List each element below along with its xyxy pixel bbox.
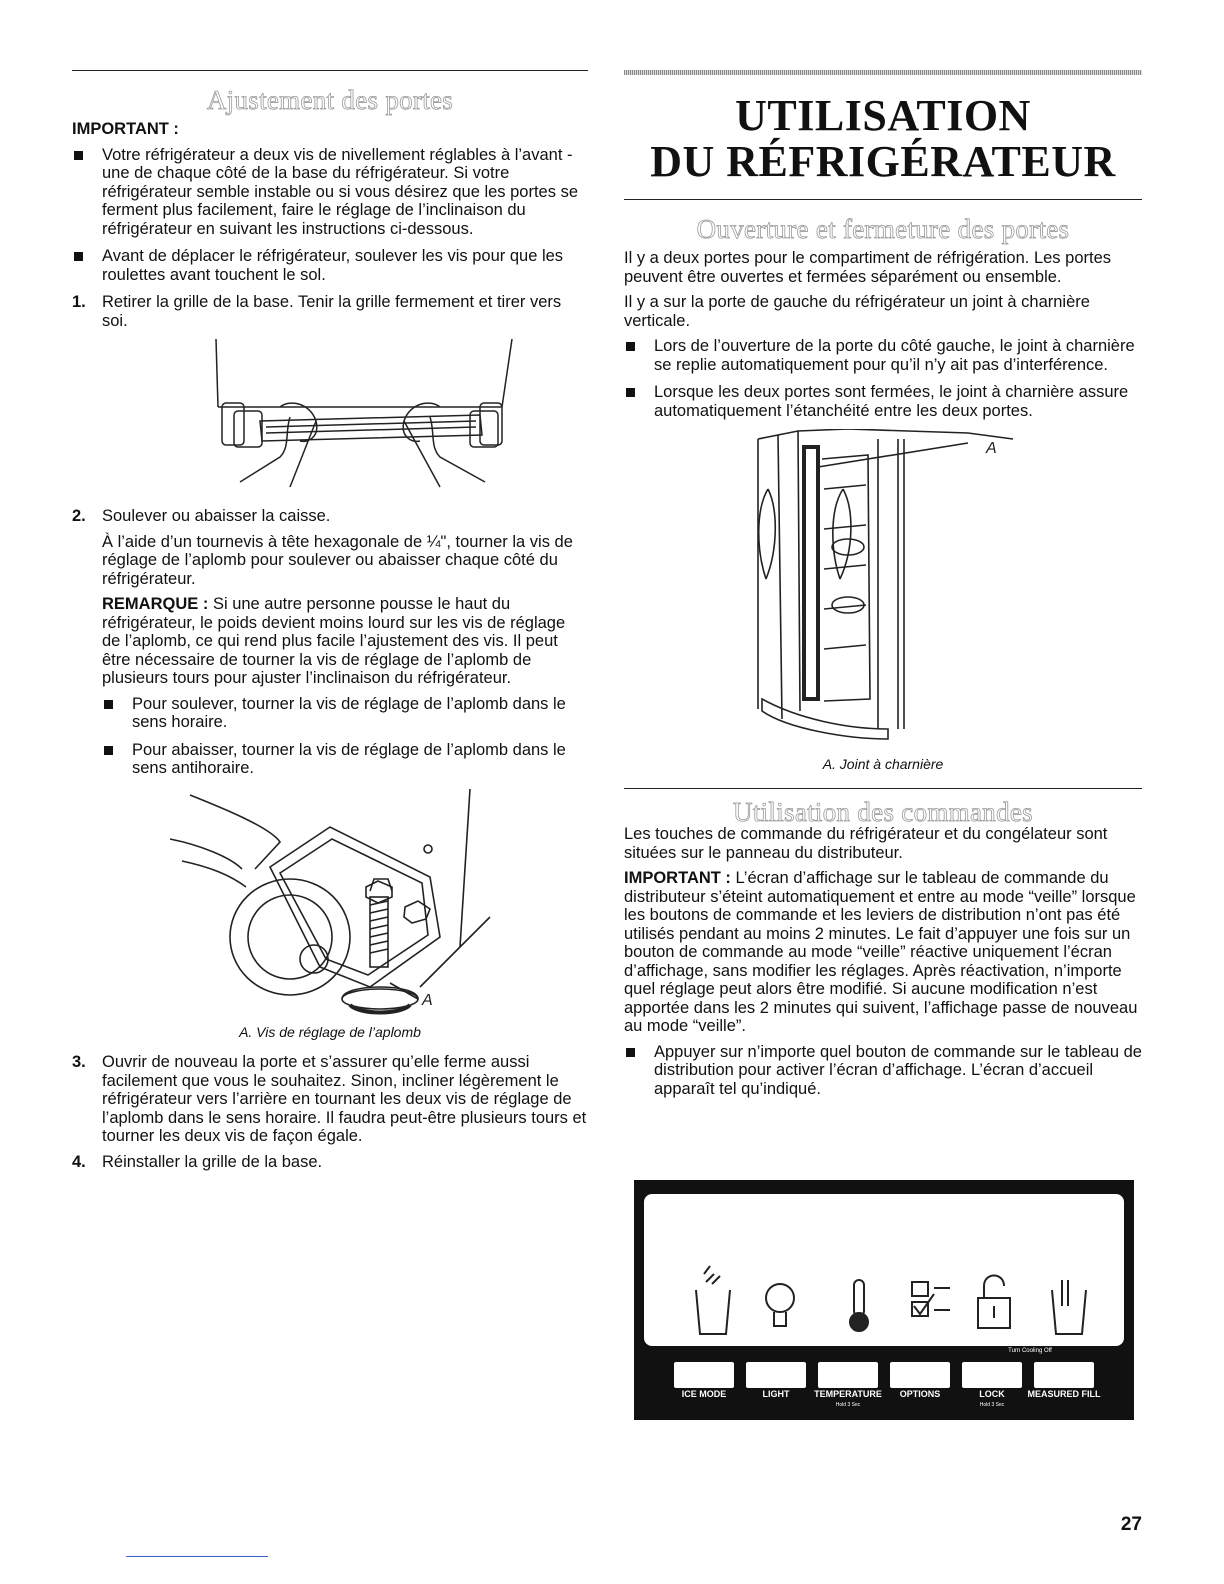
important-list [72,146,588,285]
options-label: OPTIONS [899,1389,941,1399]
base-grille-illustration [140,337,520,507]
light-bulb-icon [766,1284,794,1326]
hinge-list [624,337,1142,420]
step-2-list [72,695,588,778]
remarque-label: REMARQUE : [102,595,209,613]
temperature-label: TEMPERATURE Hold 3 Sec [814,1389,882,1408]
list-item: Lors de l’ouverture de la porte du côté gauche, le joint à charnière se replie automatiquement pour qu’il n’y ait pas d’interférence. [624,337,1142,374]
callout-letter: A [986,440,997,457]
important-paragraph [624,869,1142,1036]
padlock-icon [978,1276,1010,1329]
list-item: Pour soulever, tourner la vis de réglage de l’aplomb dans le sens horaire. [102,695,588,732]
leveling-screw-illustration [160,787,500,1017]
step-text: Réinstaller la grille de la base. [102,1152,323,1171]
ice-cup-icon [696,1266,730,1334]
important-label: IMPORTANT : [72,120,179,138]
thermometer-icon [850,1280,868,1331]
important-label: IMPORTANT : [624,869,731,887]
section-rule [72,70,588,71]
step-number: 1. [72,293,86,311]
left-column [72,70,588,1178]
measured-fill-cup-icon [1052,1280,1086,1334]
section-rule [624,199,1142,200]
list-item: Appuyer sur n’importe quel bouton de commande sur le tableau de distribution pour activer l’écran d’affichage. L’écran d’accueil apparaît tel qu’indiqué. [624,1043,1142,1099]
important-text: L’écran d’affichage sur le tableau de commande du distributeur s’éteint automatiquement et entre au mode “veille” lorsque les boutons de commande et les leviers de distribution n’ont pas été utilisés pendant au moins 2 minutes. Le fait d’appuyer une fois sur un bouton de commande au mode “veille” réactive uniquement l’écran d’affichage, sans modifier les réglages. Après réactivation, n’importe quel réglage peut alors être modifié. Si aucune modification n’est apportée dans les 2 minutes qui suivent, l’affichage passe de nouveau au mode “veille”. [624,869,1138,1035]
options-button[interactable] [890,1362,950,1388]
right-column [624,70,1142,1107]
remarque-paragraph [72,595,588,688]
paragraph: Il y a deux portes pour le compartiment de réfrigération. Les portes peuvent être ouvertes et fermées séparément ou ensemble. [624,249,1111,286]
step-4 [72,1153,588,1172]
section-rule [624,788,1142,789]
chapter-title-line-1: UTILISATION [735,91,1031,140]
chapter-title-line-2: DU RÉFRIGÉRATEUR [650,137,1116,186]
section-title-controls: Utilisation des commandes [733,796,1033,827]
paragraph: Les touches de commande du réfrigérateur et du congélateur sont situées sur le panneau du distributeur. [624,825,1108,862]
list-item: Pour abaisser, tourner la vis de réglage de l’aplomb dans le sens antihoraire. [102,741,588,778]
step-1 [72,293,588,330]
callout-letter: A [422,991,433,1009]
step-text: Retirer la grille de la base. Tenir la grille fermement et tirer vers soi. [102,293,562,330]
hinged-seal-illustration [738,429,1028,749]
ice-mode-button[interactable] [674,1362,734,1388]
page-number: 27 [1120,1514,1142,1535]
lock-button[interactable] [962,1362,1022,1388]
step-text: Ouvrir de nouveau la porte et s’assurer qu’elle ferme aussi facilement que vous le souhaitez. Sinon, incliner légèrement le réfrigérateur vers l’arrière en tournant les deux vis de réglage de l’aplomb dans le sens horaire. Il faudra peut-être plusieurs tours et tourner les deux vis de façon égale. [102,1053,587,1145]
lock-label: LOCK Hold 3 Sec [979,1389,1005,1408]
step-2-detail: À l’aide d’un tournevis à tête hexagonale de ¼", tourner la vis de réglage de l’aplomb pour soulever ou abaisser chaque côté du réfrigérateur. [102,532,573,588]
display-screen [644,1194,1124,1346]
step-number: 4. [72,1152,86,1171]
section-title-doors: Ouverture et fermeture des portes [696,214,1070,244]
chapter-rule [624,70,1142,75]
figure-caption: A. Joint à charnière [822,756,944,772]
ice-mode-label: ICE MODE [681,1389,727,1399]
controls-list [624,1043,1142,1099]
list-item: Votre réfrigérateur a deux vis de nivellement réglables à l’avant - une de chaque côté de la base du réfrigérateur. Si votre réfrigérateur semble instable ou si vous désirez que les portes se ferment plus facilement, faire le réglage de l’inclinaison du réfrigérateur en suivant les instructions ci-dessous. [72,146,588,239]
display-icons [644,1194,1124,1346]
section-title-door-adjustment: Ajustement des portes [206,85,454,115]
step-text: Soulever ou abaisser la caisse. [102,507,331,525]
step-number: 3. [72,1053,86,1071]
chapter-title [624,93,1142,185]
remarque-text: Si une autre personne pousse le haut du réfrigérateur, le poids devient moins lourd sur les vis de réglage de l’aplomb, ce qui rend plus facile l’ajustement des vis. Il peut être nécessaire de tourner la vis de réglage de l’aplomb de plusieurs tours pour ajuster l’inclinaison du réfrigérateur. [102,595,566,687]
turn-cooling-off-label: Turn Cooling Off [1008,1348,1052,1354]
light-button[interactable] [746,1362,806,1388]
paragraph: Il y a sur la porte de gauche du réfrigérateur un joint à charnière verticale. [624,293,1090,330]
temperature-button[interactable] [818,1362,878,1388]
step-number: 2. [72,507,86,525]
dispenser-control-panel [634,1180,1134,1420]
step-3 [72,1053,588,1146]
step-2 [72,507,588,526]
light-label: LIGHT [762,1389,790,1399]
list-item: Lorsque les deux portes sont fermées, le joint à charnière assure automatiquement l’étanchéité entre les deux portes. [624,383,1142,420]
measured-fill-button[interactable] [1034,1362,1094,1388]
figure-caption: A. Vis de réglage de l’aplomb [239,1023,421,1040]
list-item: Avant de déplacer le réfrigérateur, soulever les vis pour que les roulettes avant touchent le sol. [72,247,588,284]
measured-fill-label: MEASURED FILL [1027,1389,1101,1399]
options-checklist-icon [912,1282,950,1316]
footer-line [126,1556,268,1557]
